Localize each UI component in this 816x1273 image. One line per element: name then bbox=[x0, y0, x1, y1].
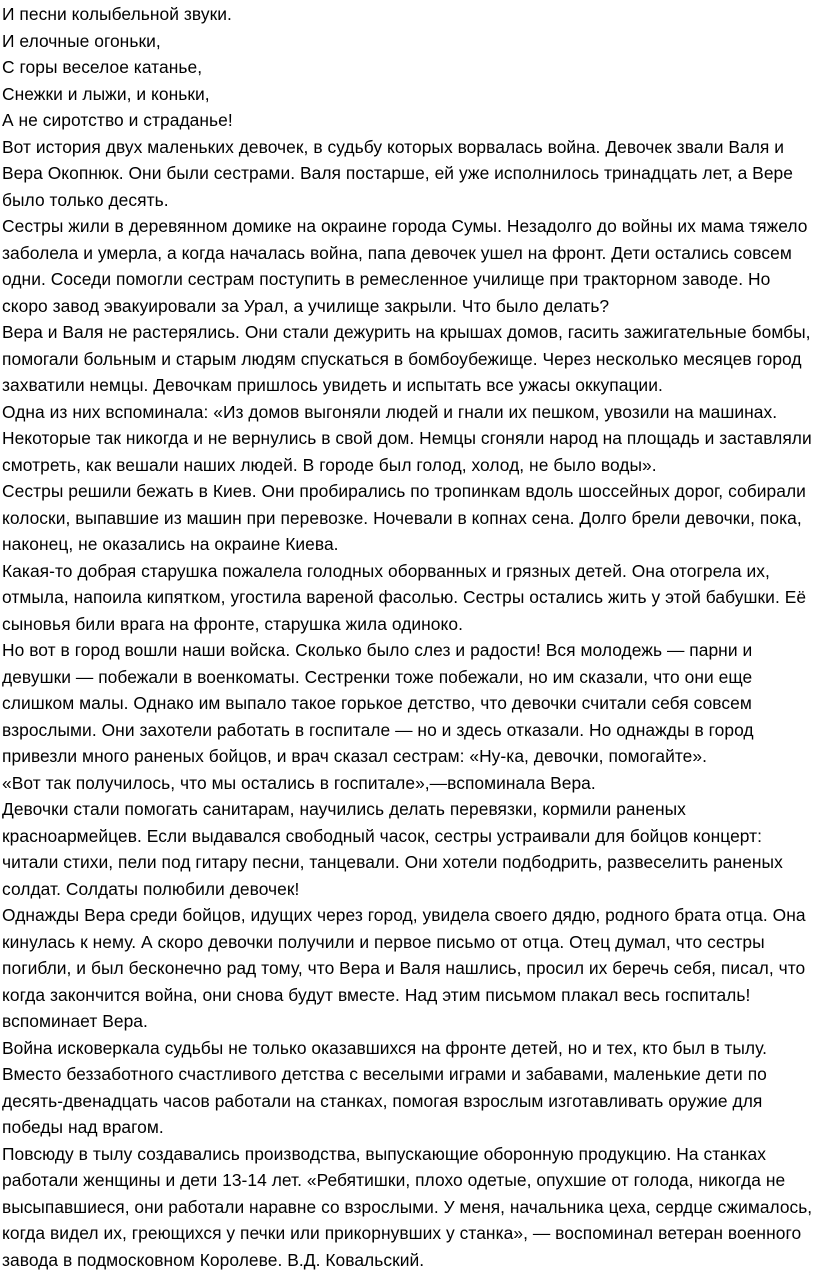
paragraph-liberation bbox=[2, 637, 814, 770]
text-line: скоро завод эвакуировали за Урал, а училище закрыли. Что было делать? bbox=[2, 293, 814, 320]
text-line: было только десять. bbox=[2, 187, 814, 214]
text-line: Девочки стали помогать санитарам, научились делать перевязки, кормили раненых bbox=[2, 796, 814, 823]
text-line: победы над врагом. bbox=[2, 1114, 814, 1141]
text-line: смотреть, как вешали наших людей. В городе был голод, холод, не было воды». bbox=[2, 452, 814, 479]
text-line: погибли, и был бесконечно рад тому, что Вера и Валя нашлись, просил их беречь себя, писал, что bbox=[2, 955, 814, 982]
paragraph-sumy bbox=[2, 213, 814, 319]
text-line: вспоминает Вера. bbox=[2, 1008, 814, 1035]
text-line: слишком малы. Однако им выпало такое горькое детство, что девочки считали себя совсем bbox=[2, 690, 814, 717]
document-page bbox=[2, 1, 814, 1273]
text-line: десять-двенадцать часов работали на станках, помогая взрослым изготавливать оружие для bbox=[2, 1088, 814, 1115]
paragraph-memory bbox=[2, 399, 814, 479]
text-line: заболела и умерла, а когда началась война, папа девочек ушел на фронт. Дети остались совсем bbox=[2, 240, 814, 267]
text-line: одни. Соседи помогли сестрам поступить в ремесленное училище при тракторном заводе. Но bbox=[2, 266, 814, 293]
paragraph-nursing bbox=[2, 796, 814, 902]
text-line: солдат. Солдаты полюбили девочек! bbox=[2, 876, 814, 903]
paragraph-factories bbox=[2, 1141, 814, 1273]
paragraph-reunion bbox=[2, 902, 814, 1035]
poem-line: А не сиротство и страданье! bbox=[2, 107, 814, 134]
text-line: наконец, не оказались на окраине Киева. bbox=[2, 531, 814, 558]
text-line: привезли много раненых бойцов, и врач сказал сестрам: «Ну-ка, девочки, помогайте». bbox=[2, 743, 814, 770]
paragraph-occupation bbox=[2, 319, 814, 399]
text-line: взрослыми. Они захотели работать в госпитале — но и здесь отказали. Но однажды в город bbox=[2, 717, 814, 744]
paragraph-home-front bbox=[2, 1035, 814, 1141]
text-line: захватили немцы. Девочкам пришлось увидеть и испытать все ужасы оккупации. bbox=[2, 372, 814, 399]
text-line: колоски, выпавшие из машин при перевозке. Ночевали в копнах сена. Долго брели девочки, пока, bbox=[2, 505, 814, 532]
text-line: Сестры решили бежать в Киев. Они пробирались по тропинкам вдоль шоссейных дорог, собирали bbox=[2, 478, 814, 505]
text-line: Война исковеркала судьбы не только оказавшихся на фронте детей, но и тех, кто был в тылу. bbox=[2, 1035, 814, 1062]
text-line: отмыла, напоила кипятком, угостила вареной фасолью. Сестры остались жить у этой бабушки. Её bbox=[2, 584, 814, 611]
paragraph-intro bbox=[2, 134, 814, 214]
text-line: кинулась к нему. А скоро девочки получили и первое письмо от отца. Отец думал, что сестры bbox=[2, 929, 814, 956]
text-line: когда закончится война, они снова будут вместе. Над этим письмом плакал весь госпиталь! bbox=[2, 982, 814, 1009]
text-line: Вот история двух маленьких девочек, в судьбу которых ворвалась война. Девочек звали Валя и bbox=[2, 134, 814, 161]
poem-line: И песни колыбельной звуки. bbox=[2, 1, 814, 28]
text-line: помогали больным и старым людям спускаться в бомбоубежище. Через несколько месяцев город bbox=[2, 346, 814, 373]
text-line: Какая-то добрая старушка пожалела голодных оборванных и грязных детей. Она отогрела их, bbox=[2, 558, 814, 585]
paragraph-escape bbox=[2, 478, 814, 558]
poem-line: С горы веселое катанье, bbox=[2, 54, 814, 81]
paragraph-quote-hospital bbox=[2, 770, 814, 797]
text-line: «Вот так получилось, что мы остались в госпитале»,—вспоминала Вера. bbox=[2, 770, 814, 797]
poem-line: И елочные огоньки, bbox=[2, 28, 814, 55]
text-line: работали женщины и дети 13-14 лет. «Ребятишки, плохо одетые, опухшие от голода, никогда не bbox=[2, 1167, 814, 1194]
text-line: Некоторые так никогда и не вернулись в свой дом. Немцы сгоняли народ на площадь и заставляли bbox=[2, 425, 813, 452]
text-line: читали стихи, пели под гитару песни, танцевали. Они хотели подбодрить, развеселить раненых bbox=[2, 849, 814, 876]
text-line: Вера и Валя не растерялись. Они стали дежурить на крышах домов, гасить зажигательные бомбы, bbox=[2, 319, 814, 346]
text-line: Вместо беззаботного счастливого детства с веселыми играми и забавами, маленькие дети по bbox=[2, 1061, 814, 1088]
poem-line: Снежки и лыжи, и коньки, bbox=[2, 81, 814, 108]
poem-stanza bbox=[2, 1, 814, 134]
paragraph-old-woman bbox=[2, 558, 814, 638]
text-line: Вера Окопнюк. Они были сестрами. Валя постарше, ей уже исполнилось тринадцать лет, а Вере bbox=[2, 160, 814, 187]
text-line: сыновья били врага на фронте, старушка жила одиноко. bbox=[2, 611, 814, 638]
text-line: Повсюду в тылу создавались производства, выпускающие оборонную продукцию. На станках bbox=[2, 1141, 814, 1168]
text-line: Одна из них вспоминала: «Из домов выгоняли людей и гнали их пешком, увозили на машинах. bbox=[2, 399, 814, 426]
text-line: девушки — побежали в военкоматы. Сестренки тоже побежали, но им сказали, что они еще bbox=[2, 664, 814, 691]
text-line: высыпавшиеся, они работали наравне со взрослыми. У меня, начальника цеха, сердце сжималось, bbox=[2, 1194, 810, 1221]
text-line: красноармейцев. Если выдавался свободный часок, сестры устраивали для бойцов концерт: bbox=[2, 823, 814, 850]
text-line: завода в подмосковном Королеве. В.Д. Ковальский. bbox=[2, 1247, 814, 1273]
text-line: Сестры жили в деревянном домике на окраине города Сумы. Незадолго до войны их мама тяжело bbox=[2, 213, 814, 240]
text-line: когда видел их, греющихся у печки или прикорнувших у станка», — воспоминал ветеран военного bbox=[2, 1220, 814, 1247]
text-line: Но вот в город вошли наши войска. Сколько было слез и радости! Вся молодежь — парни и bbox=[2, 637, 814, 664]
text-line: Однажды Вера среди бойцов, идущих через город, увидела своего дядю, родного брата отца. Она bbox=[2, 902, 814, 929]
